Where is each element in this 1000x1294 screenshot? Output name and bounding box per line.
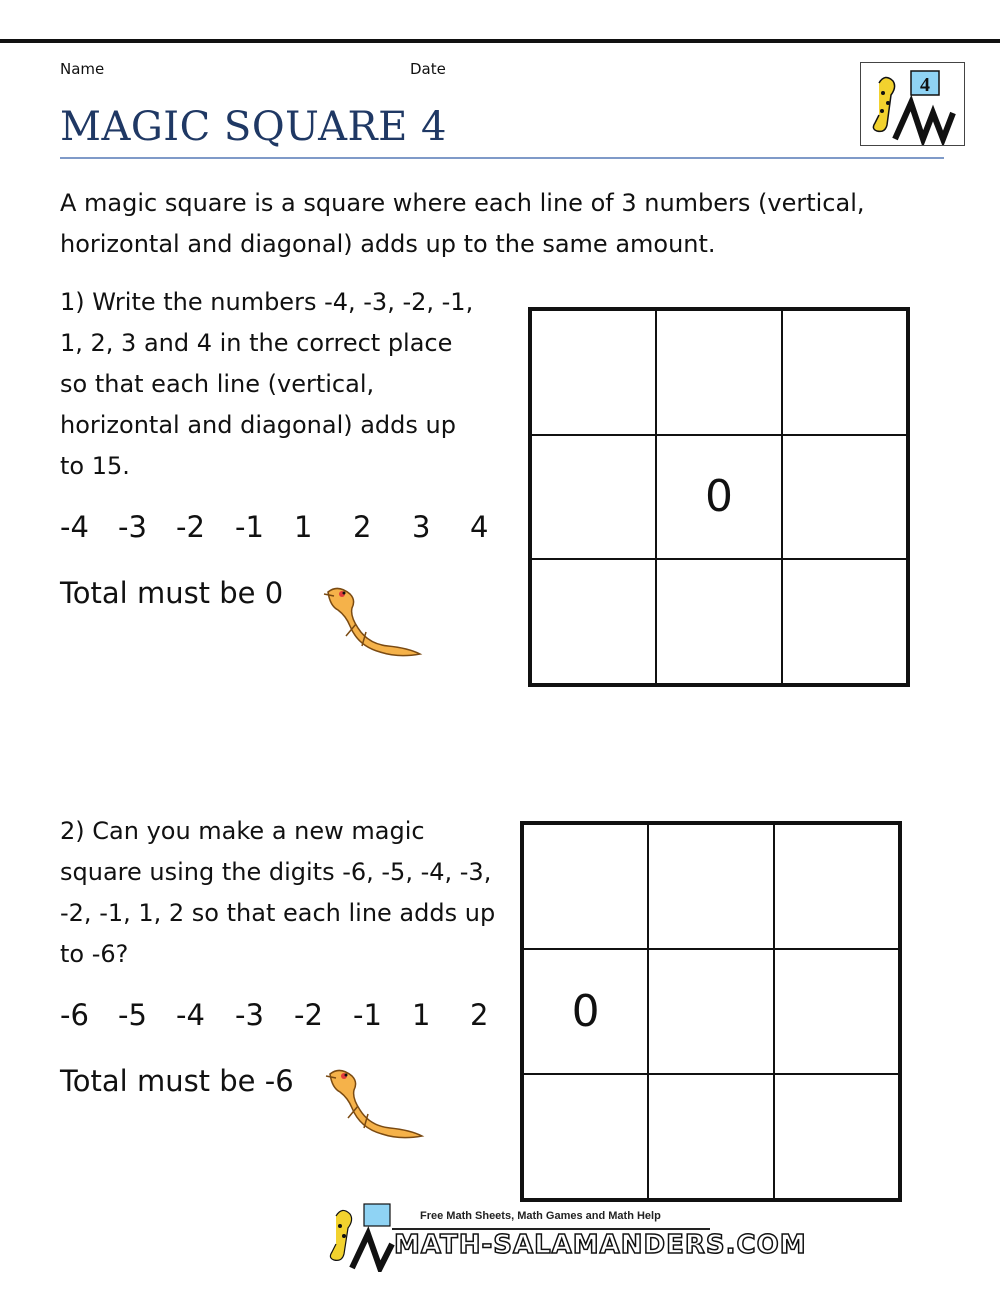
q1-line: to 15. bbox=[60, 452, 130, 480]
q1-number: 1 bbox=[294, 510, 313, 544]
q2-cell[interactable] bbox=[774, 1074, 899, 1199]
q2-total: Total must be -6 bbox=[60, 1064, 294, 1098]
q2-number-list bbox=[60, 998, 500, 1038]
q1-cell[interactable] bbox=[656, 559, 781, 684]
name-label: Name bbox=[60, 60, 105, 78]
q1-cell[interactable] bbox=[782, 435, 907, 560]
grade-logo bbox=[860, 62, 965, 146]
magic-square-1 bbox=[528, 307, 910, 687]
date-label: Date bbox=[410, 60, 446, 78]
salamander-icon bbox=[322, 1066, 426, 1140]
q2-line: 2) Can you make a new magic bbox=[60, 817, 425, 845]
q2-cell[interactable] bbox=[523, 1074, 648, 1199]
q2-cell[interactable] bbox=[648, 824, 773, 949]
q1-number: -4 bbox=[60, 510, 89, 544]
q2-cell[interactable] bbox=[523, 824, 648, 949]
q2-number: -3 bbox=[235, 998, 264, 1032]
q1-cell[interactable] bbox=[656, 310, 781, 435]
q1-number: -3 bbox=[118, 510, 147, 544]
q2-cell[interactable] bbox=[648, 1074, 773, 1199]
q1-line: 1, 2, 3 and 4 in the correct place bbox=[60, 329, 453, 357]
q2-number: -2 bbox=[294, 998, 323, 1032]
q1-cell[interactable] bbox=[531, 559, 656, 684]
q2-line: to -6? bbox=[60, 940, 129, 968]
q1-number: 2 bbox=[353, 510, 372, 544]
salamander-mascot-icon bbox=[322, 1200, 398, 1272]
footer-tagline: Free Math Sheets, Math Games and Math Help bbox=[420, 1210, 661, 1222]
q2-number: -6 bbox=[60, 998, 89, 1032]
salamander-icon bbox=[320, 584, 424, 658]
q2-number: -5 bbox=[118, 998, 147, 1032]
q1-cell[interactable] bbox=[782, 559, 907, 684]
q2-line: -2, -1, 1, 2 so that each line adds up bbox=[60, 899, 496, 927]
q1-number: 4 bbox=[470, 510, 489, 544]
q1-cell[interactable] bbox=[531, 435, 656, 560]
q1-number: 3 bbox=[412, 510, 431, 544]
q1-number: -2 bbox=[176, 510, 205, 544]
q1-cell[interactable] bbox=[782, 310, 907, 435]
q2-cell[interactable] bbox=[774, 824, 899, 949]
intro-text: A magic square is a square where each line of 3 numbers (vertical, horizontal and diagonal) adds up to the same amount. bbox=[60, 189, 865, 258]
top-rule bbox=[0, 39, 1000, 43]
logo-number: 4 bbox=[920, 74, 930, 96]
salamander-logo-icon bbox=[861, 63, 964, 145]
q1-total: Total must be 0 bbox=[60, 576, 284, 610]
q1-cell-center: 0 bbox=[656, 435, 781, 560]
q1-line: 1) Write the numbers -4, -3, -2, -1, bbox=[60, 288, 474, 316]
q2-number: 1 bbox=[412, 998, 431, 1032]
q1-number-list bbox=[60, 510, 500, 550]
q2-number: 2 bbox=[470, 998, 489, 1032]
q2-line: square using the digits -6, -5, -4, -3, bbox=[60, 858, 492, 886]
title-underline bbox=[60, 157, 944, 159]
q2-number: -1 bbox=[353, 998, 382, 1032]
magic-square-2 bbox=[520, 821, 902, 1202]
footer-site-name[interactable]: MATH-SALAMANDERS.COM bbox=[394, 1230, 807, 1260]
q1-line: horizontal and diagonal) adds up bbox=[60, 411, 456, 439]
q1-number: -1 bbox=[235, 510, 264, 544]
q2-cell[interactable] bbox=[774, 949, 899, 1074]
q1-cell[interactable] bbox=[531, 310, 656, 435]
q1-line: so that each line (vertical, bbox=[60, 370, 375, 398]
q2-cell-given: 0 bbox=[523, 949, 648, 1074]
q2-cell[interactable] bbox=[648, 949, 773, 1074]
footer-logo bbox=[322, 1200, 807, 1272]
page-title: MAGIC SQUARE 4 bbox=[60, 104, 447, 150]
q2-number: -4 bbox=[176, 998, 205, 1032]
